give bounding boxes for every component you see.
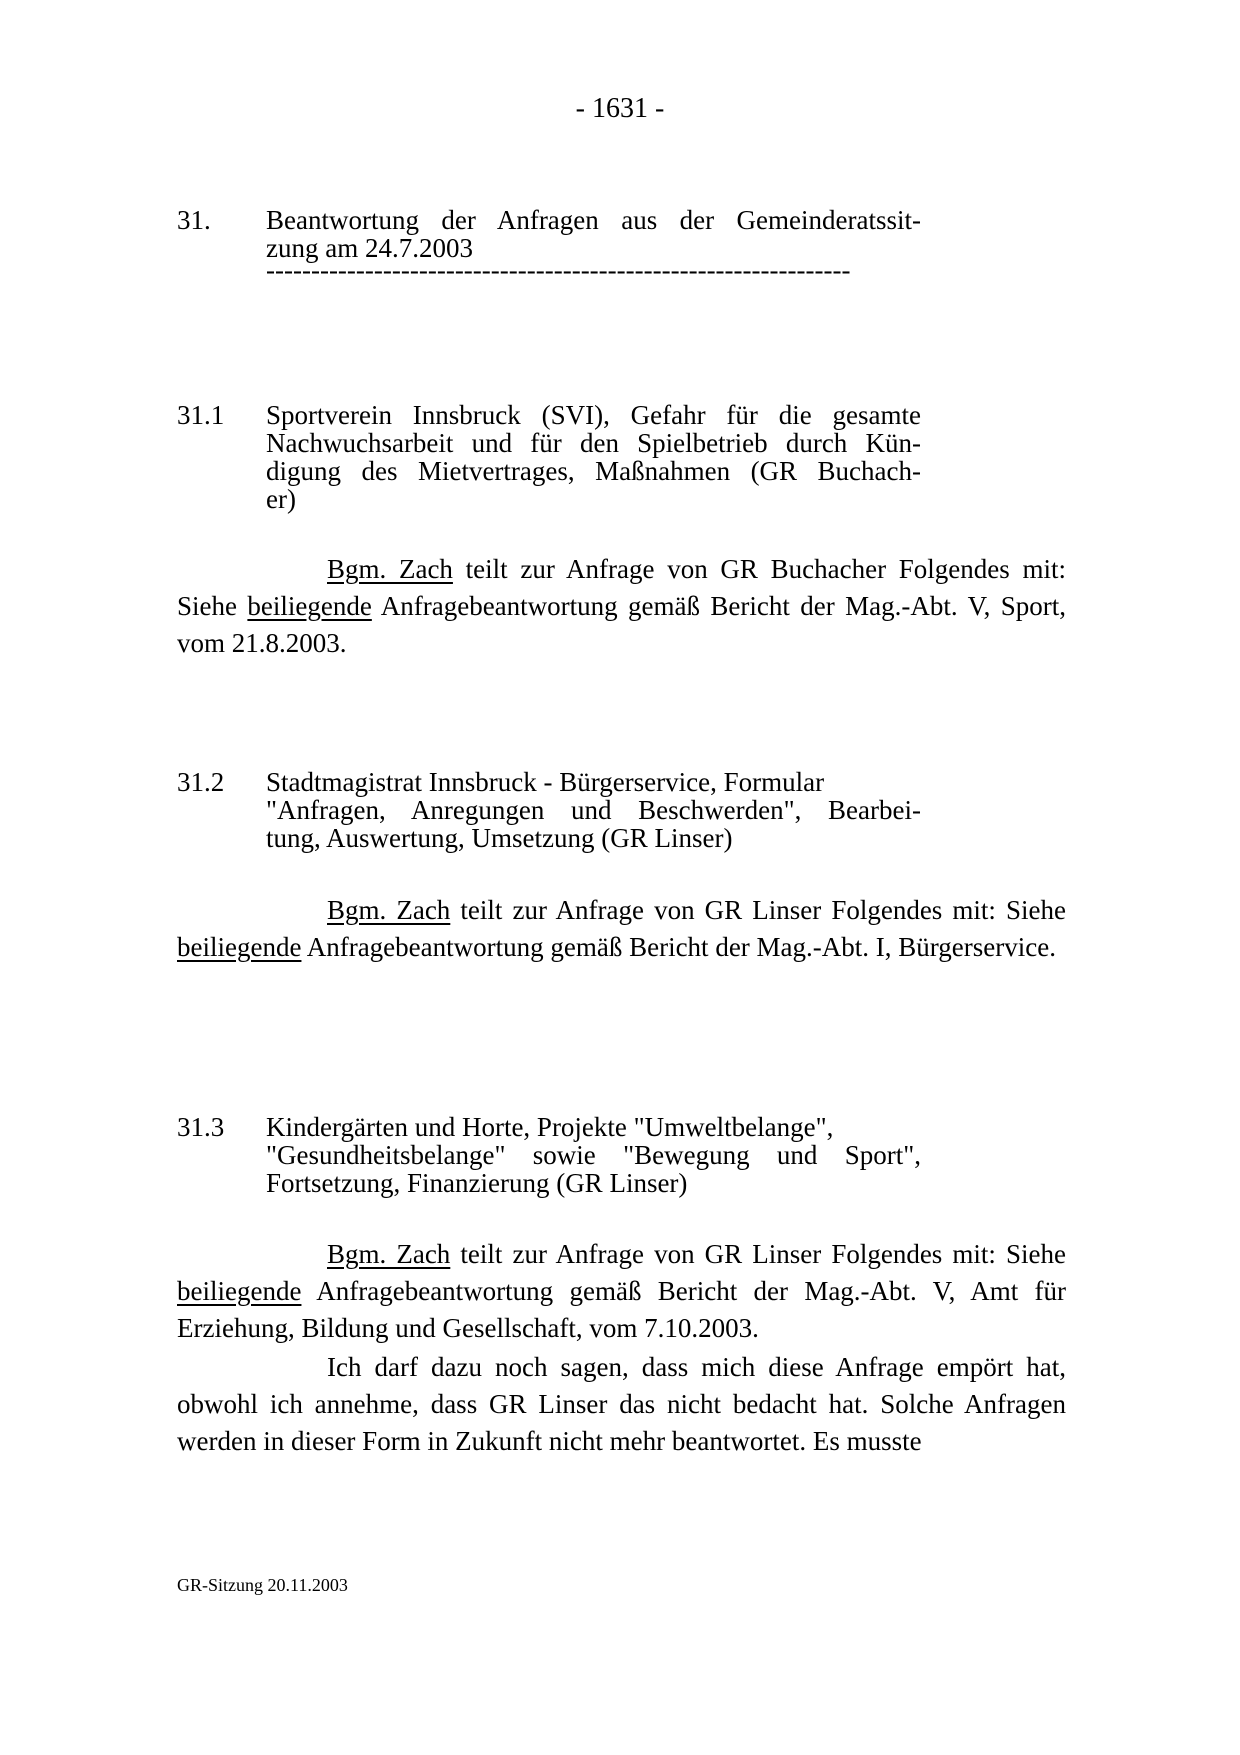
section-title <box>266 206 921 282</box>
item-title <box>266 1113 921 1197</box>
item-title-line: Kindergärten und Horte, Projekte "Umweltbelange", <box>266 1112 834 1142</box>
attachment-link[interactable]: beiliegende <box>177 932 302 962</box>
speaker-name: Bgm. Zach <box>327 895 451 925</box>
answer-text: Anfragebeantwortung gemäß Bericht der Mag.-Abt. V, Sport, vom 21.8.2003. <box>177 591 1066 658</box>
speaker-name: Bgm. Zach <box>327 554 453 584</box>
answer-paragraph-31-2 <box>177 892 1066 966</box>
section-number: 31. <box>177 205 211 235</box>
answer-text: teilt zur Anfrage von GR Buchacher Folgendes mit: Siehe <box>177 554 1066 621</box>
answer-paragraph-31-1 <box>177 551 1066 662</box>
attachment-link[interactable]: beiliegende <box>247 591 372 621</box>
item-title-line: er) <box>266 484 296 514</box>
answer-text: teilt zur Anfrage von GR Linser Folgendes mit: Siehe <box>450 1239 1066 1269</box>
item-title-line: "Gesundheitsbelange" sowie "Bewegung und Sport", <box>266 1140 921 1170</box>
item-title <box>266 401 921 513</box>
continuation-paragraph <box>177 1349 1066 1460</box>
answer-text: teilt zur Anfrage von GR Linser Folgendes mit: Siehe <box>450 895 1066 925</box>
item-number: 31.3 <box>177 1112 225 1142</box>
item-number: 31.1 <box>177 400 225 430</box>
answer-paragraph-31-3 <box>177 1236 1066 1347</box>
item-heading-31-2 <box>177 768 921 852</box>
section-title-line-1: Beantwortung der Anfragen aus der Gemeinderatssit- <box>266 205 921 235</box>
item-heading-31-1 <box>177 401 921 513</box>
answer-text: Anfragebeantwortung gemäß Bericht der Mag.-Abt. V, Amt für Erziehung, Bildung und Gesellschaft, vom 7.10.2003. <box>177 1276 1066 1343</box>
item-title-line: tung, Auswertung, Umsetzung (GR Linser) <box>266 823 733 853</box>
section-title-line-2: zung am 24.7.2003 <box>266 233 473 263</box>
continuation-text: Ich darf dazu noch sagen, dass mich diese Anfrage empört hat, obwohl ich annehme, dass GR Linser das nicht bedacht hat. Solche Anfragen werden in dieser Form in Zukunft nicht mehr beantwortet. Es musste <box>177 1352 1066 1456</box>
page-footer: GR-Sitzung 20.11.2003 <box>177 1575 348 1595</box>
attachment-link[interactable]: beiliegende <box>177 1276 302 1306</box>
item-title-line: digung des Mietvertrages, Maßnahmen (GR Buchach- <box>266 456 921 486</box>
speaker-name: Bgm. Zach <box>327 1239 451 1269</box>
section-heading <box>177 206 921 286</box>
page-number: - 1631 - <box>575 93 665 124</box>
item-title-line: Fortsetzung, Finanzierung (GR Linser) <box>266 1168 688 1198</box>
answer-text: Anfragebeantwortung gemäß Bericht der Mag.-Abt. I, Bürgerservice. <box>301 932 1056 962</box>
item-title-line: Sportverein Innsbruck (SVI), Gefahr für die gesamte <box>266 400 921 430</box>
item-title-line: "Anfragen, Anregungen und Beschwerden", Bearbei- <box>266 795 921 825</box>
item-title-line: Stadtmagistrat Innsbruck - Bürgerservice, Formular <box>266 767 825 797</box>
item-title <box>266 768 921 852</box>
item-title-line: Nachwuchsarbeit und für den Spielbetrieb durch Kün- <box>266 428 921 458</box>
item-heading-31-3 <box>177 1113 921 1197</box>
section-divider: ----------------------------------------------------------------- <box>266 258 851 282</box>
item-number: 31.2 <box>177 767 225 797</box>
